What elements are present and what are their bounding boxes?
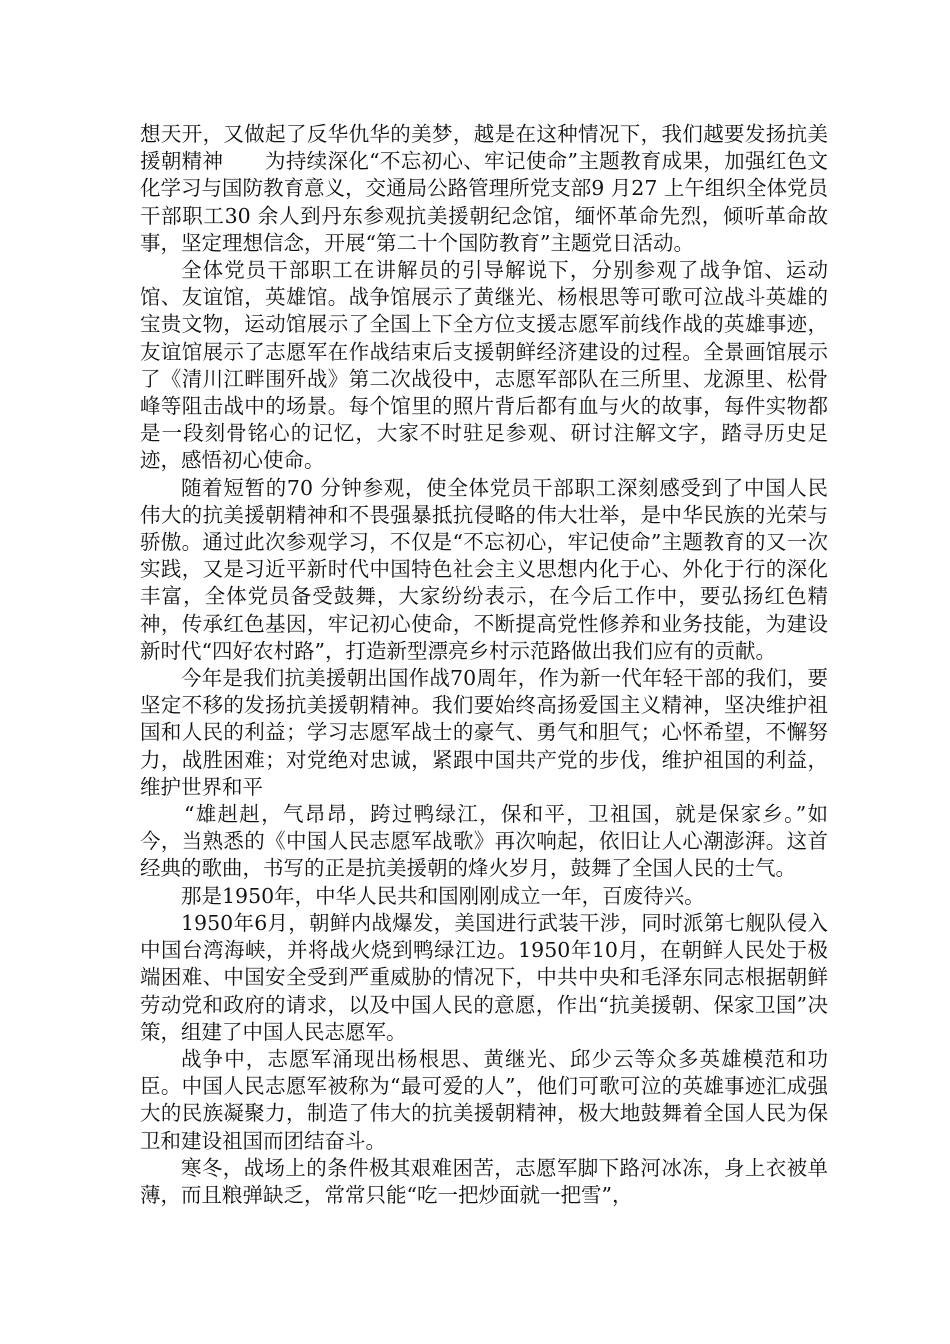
paragraph-continuation: 想天开，又做起了反华仇华的美梦，越是在这种情况下，我们越要发扬抗美援朝精神 为持续深化“不忘初心、牢记使命”主题教育成果，加强红色文化学习与国防教育意义，交通局公路管理所党支部9 月27 上午组织全体党员干部职工30 余人到丹东参观抗美援朝纪念馆，缅怀革命先烈，倾听革命故事，坚定理想信念，开展“第二十个国防教育”主题党日活动。: [140, 122, 828, 255]
paragraph-70th-anniversary: 今年是我们抗美援朝出国作战70周年，作为新一代年轻干部的我们，要坚定不移的发扬抗美援朝精神。我们要始终高扬爱国主义精神，坚决维护祖国和人民的利益；学习志愿军战士的豪气、勇气和胆气；心怀希望，不懈努力，战胜困难；对党绝对忠诚，紧跟中国共产党的步伐，维护祖国的利益，维护世界和平: [140, 666, 828, 799]
paragraph-visit-reflection: 随着短暂的70 分钟参观，使全体党员干部职工深刻感受到了中国人民伟大的抗美援朝精神和不畏强暴抵抗侵略的伟大壮举，是中华民族的光荣与骄傲。通过此次参观学习，不仅是“不忘初心，牢记使命”主题教育的又一次实践，又是习近平新时代中国特色社会主义思想内化于心、外化于行的深化丰富，全体党员备受鼓舞，大家纷纷表示，在今后工作中，要弘扬红色精神，传承红色基因，牢记初心使命，不断提高党性修养和业务技能，为建设新时代“四好农村路”，打造新型漂亮乡村示范路做出我们应有的贡献。: [140, 475, 828, 663]
paragraph-1950: 那是1950年，中华人民共和国刚刚成立一年，百废待兴。: [181, 883, 705, 908]
paragraph-heroes: 战争中，志愿军涌现出杨根思、黄继光、邱少云等众多英雄模范和功臣。中国人民志愿军被称为“最可爱的人”，他们可歌可泣的英雄事迹汇成强大的民族凝聚力，制造了伟大的抗美援朝精神，极大地鼓舞着全国人民为保卫和建设祖国而团结奋斗。: [140, 1046, 828, 1153]
paragraph-war-song: “雄赳赳，气昂昂，跨过鸭绿江，保和平，卫祖国，就是保家乡。”如今，当熟悉的《中国人民志愿军战歌》再次响起，依旧让人心潮澎湃。这首经典的歌曲，书写的正是抗美援朝的烽火岁月，鼓舞了全国人民的士气。: [140, 802, 828, 881]
paragraph-winter-hardship: 寒冬，战场上的条件极其艰难困苦，志愿军脚下路河冰冻，身上衣被单薄，而且粮弹缺乏，常常只能“吃一把炒面就一把雪”，: [140, 1155, 828, 1207]
paragraph-museum-visit: 全体党员干部职工在讲解员的引导解说下，分别参观了战争馆、运动馆、友谊馆，英雄馆。战争馆展示了黄继光、杨根思等可歌可泣战斗英雄的宝贵文物，运动馆展示了全国上下全方位支援志愿军前线作战的英雄事迹，友谊馆展示了志愿军在作战结束后支援朝鲜经济建设的过程。全景画馆展示了《清川江畔围歼战》第二次战役中，志愿军部队在三所里、龙源里、松骨峰等阻击战中的场景。每个馆里的照片背后都有血与火的故事，每件实物都是一段刻骨铭心的记忆，大家不时驻足参观、研讨注解文字，踏寻历史足迹，感悟初心使命。: [140, 258, 828, 473]
paragraph-korean-war-outbreak: 1950年6月，朝鲜内战爆发，美国进行武装干涉，同时派第七舰队侵入中国台湾海峡，并将战火烧到鸭绿江边。1950年10月，在朝鲜人民处于极端困难、中国安全受到严重威胁的情况下，中共中央和毛泽东同志根据朝鲜劳动党和政府的请求，以及中国人民的意愿，作出“抗美援朝、保家卫国”决策，组建了中国人民志愿军。: [140, 910, 828, 1044]
document-body: [140, 121, 828, 1209]
